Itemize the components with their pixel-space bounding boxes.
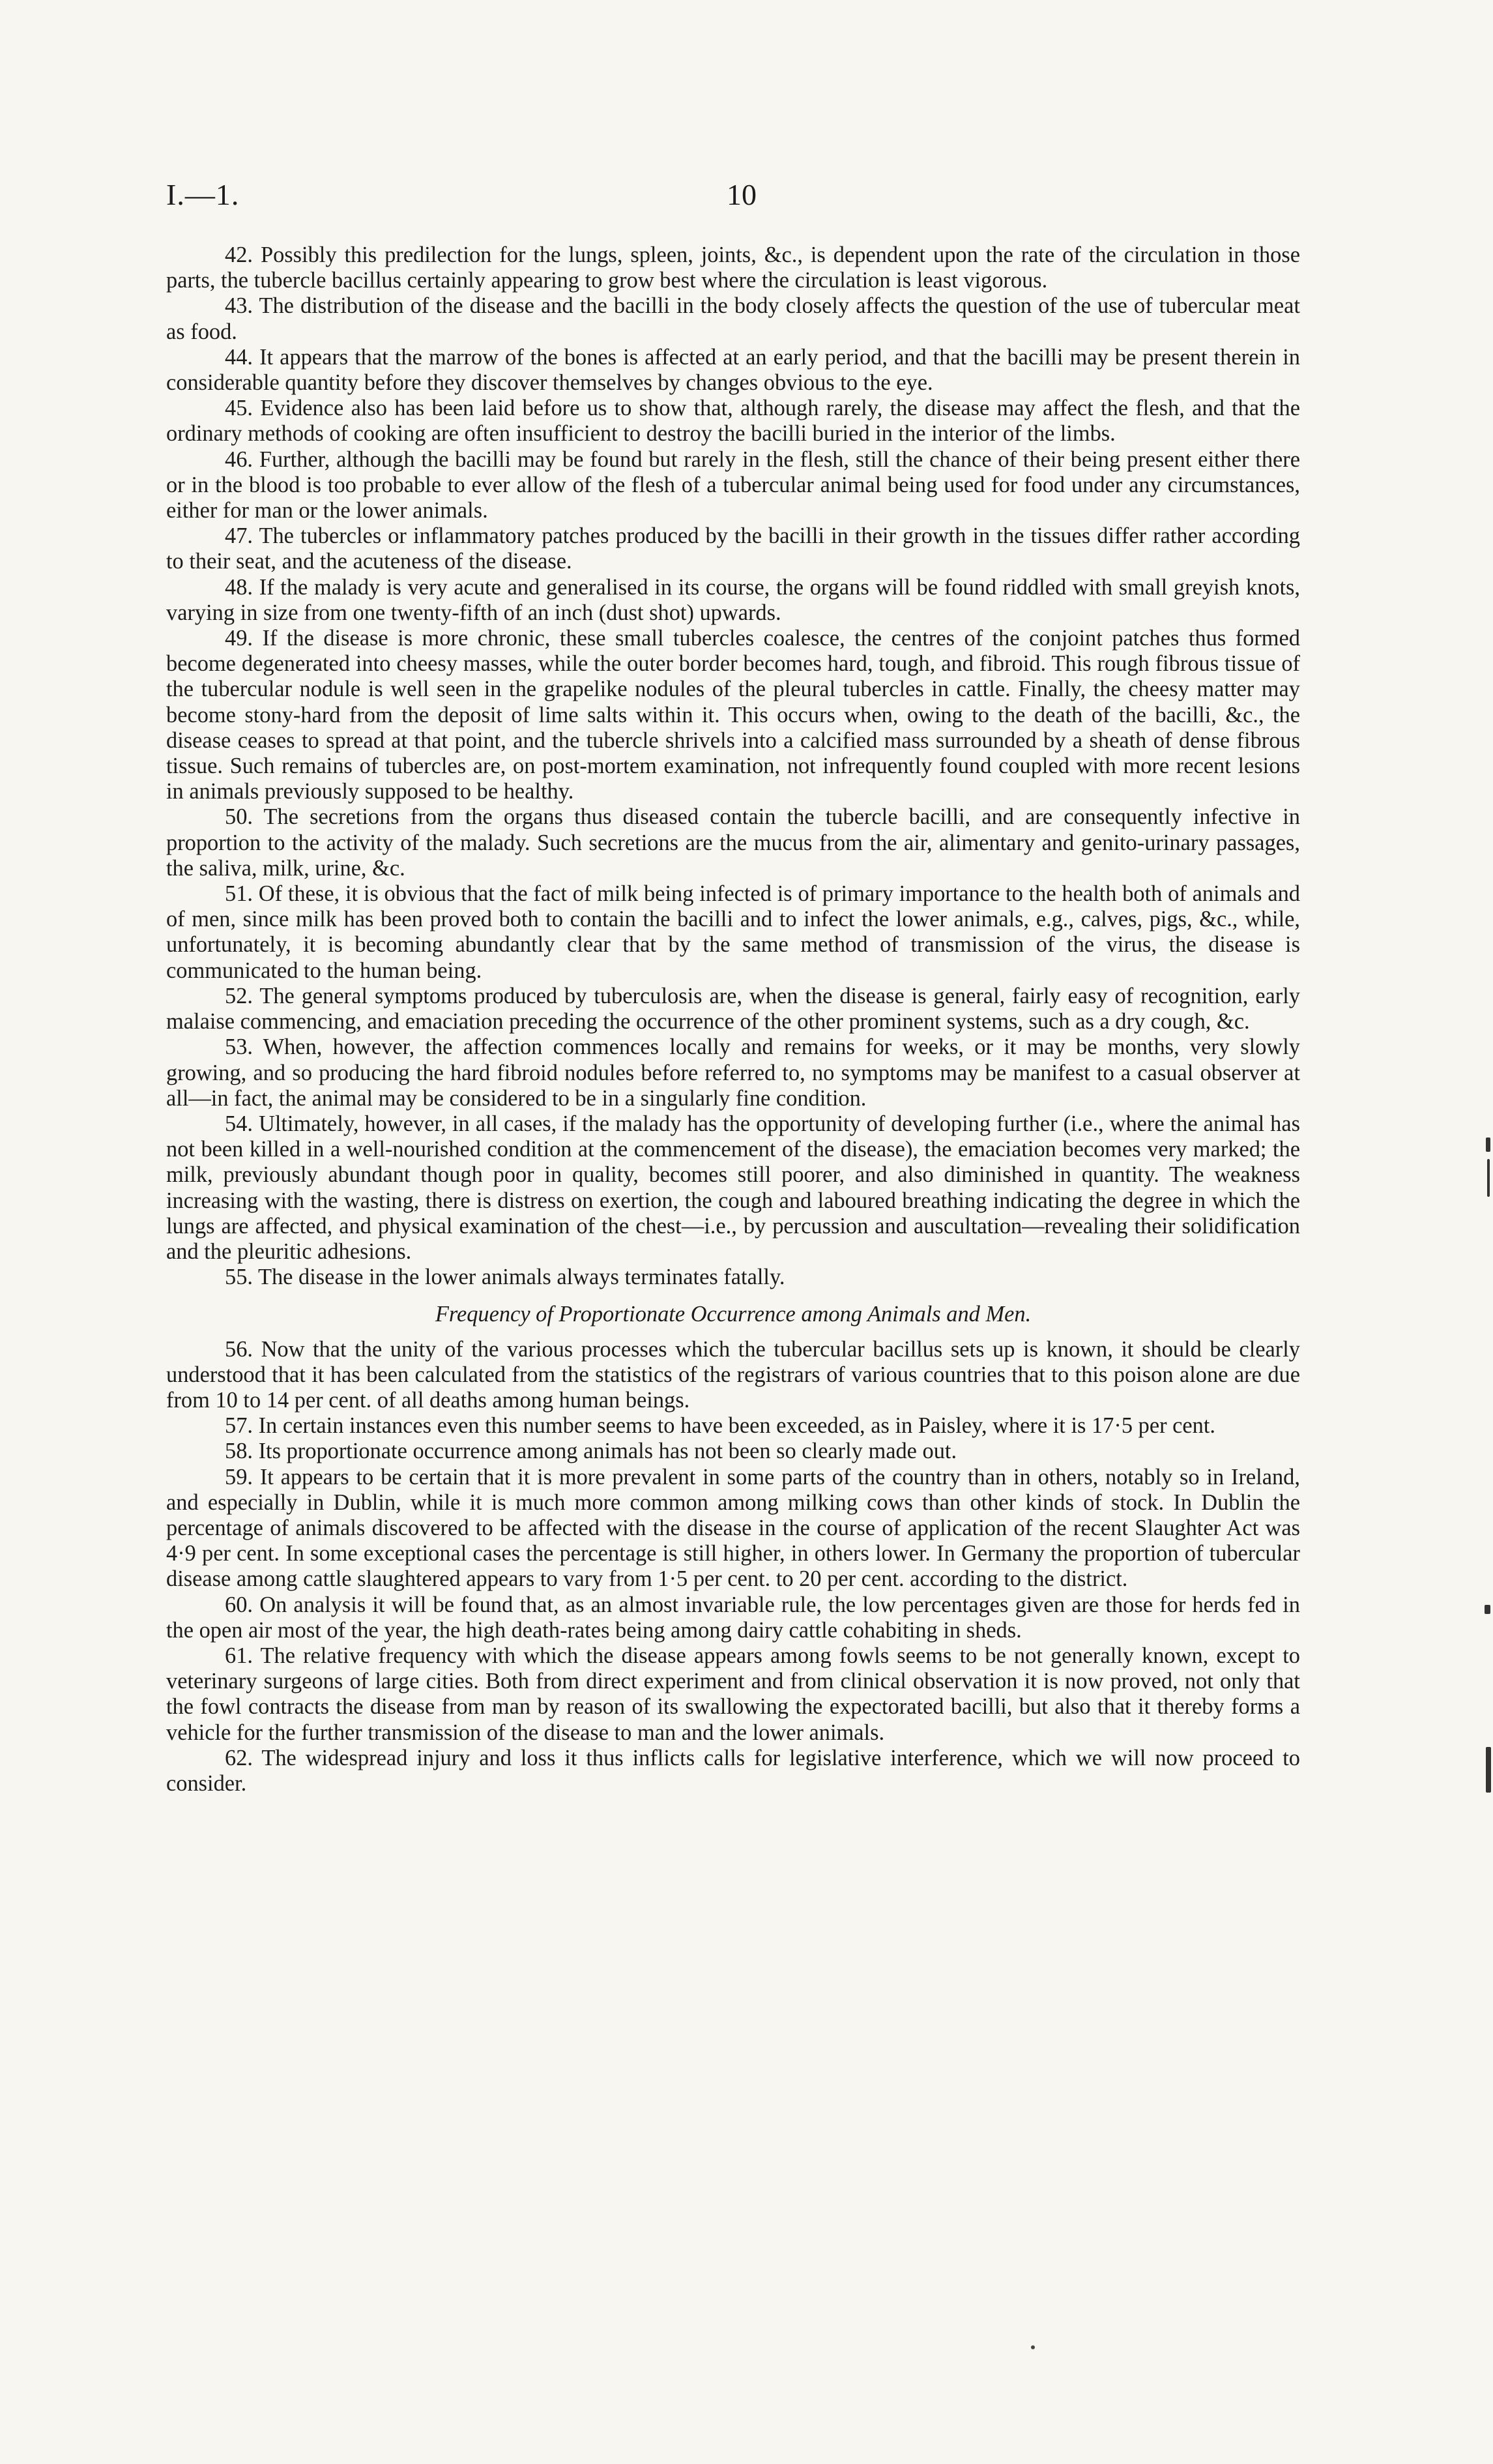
paragraph-number: 60. bbox=[225, 1592, 253, 1617]
paragraph bbox=[166, 345, 1300, 396]
scan-edge-mark bbox=[1485, 1605, 1490, 1614]
paragraph-group-a bbox=[166, 242, 1300, 1290]
paragraph-number: 54. bbox=[225, 1111, 253, 1136]
paragraph-number: 47. bbox=[225, 523, 253, 549]
paragraph-text: The relative frequency with which the disease appears among fowls seems to be not generally known, except to veterinary surgeons of large cities. Both from direct experiment and from clinical observation it is now proved, not only that the fowl contracts the disease from man by reason of its swallowing the expectorated bacilli, but also that it thereby forms a vehicle for the further transmission of the disease to man and the lower animals. bbox=[166, 1643, 1300, 1745]
paragraph-number: 59. bbox=[225, 1464, 253, 1489]
paragraph-text: The disease in the lower animals always terminates fatally. bbox=[257, 1265, 785, 1290]
paragraph-text: Now that the unity of the various processes which the tubercular bacillus sets up is known, it should be clearly understood that it has been calculated from the statistics of the registrars of various countries that to this poison alone are due from 10 to 14 per cent. of all deaths among human beings. bbox=[166, 1336, 1300, 1413]
paragraph-number: 46. bbox=[225, 447, 253, 472]
paragraph-number: 51. bbox=[225, 881, 253, 907]
paragraph-number: 44. bbox=[225, 344, 253, 370]
paragraph-number: 42. bbox=[225, 242, 253, 267]
scan-edge-mark bbox=[1486, 1137, 1490, 1152]
page-header bbox=[166, 177, 1300, 216]
paragraph bbox=[166, 1413, 1300, 1439]
paragraph-text: It appears that the marrow of the bones is affected at an early period, and that the bacilli may be present therein in considerable quantity before they discover themselves by changes obvious to the eye. bbox=[166, 344, 1300, 396]
paragraph-number: 53. bbox=[225, 1034, 253, 1060]
paragraph-number: 58. bbox=[225, 1439, 253, 1464]
scan-edge-mark bbox=[1487, 1159, 1490, 1197]
paragraph-text: Ultimately, however, in all cases, if the malady has the opportunity of developing further (i.e., where the animal has not been killed in a well-nourished condition at the commencement of the disease), the emaciation becomes very marked; the milk, previously abundant though poor in quality, becomes still poorer, and also diminished in quantity. The weakness increasing with the wasting, there is distress on exertion, the cough and laboured breathing indicating the degree in which the lungs are affected, and physical examination of the chest—i.e., by percussion and auscultation—revealing their solidification and the pleuritic adhesions. bbox=[166, 1111, 1300, 1264]
paragraph-text: The secretions from the organs thus diseased contain the tubercle bacilli, and are consequently infective in proportion to the activity of the malady. Such secretions are the mucus from the air, alimentary and genito-urinary passages, the saliva, milk, urine, &c. bbox=[166, 804, 1301, 881]
paragraph-number: 56. bbox=[225, 1336, 253, 1362]
paragraph-text: The general symptoms produced by tuberculosis are, when the disease is general, fairly easy of recognition, early malaise commencing, and emaciation preceding the occurrence of the other prominent systems, such as a dry cough, &c. bbox=[166, 983, 1301, 1034]
paragraph-number: 50. bbox=[225, 804, 253, 830]
document-reference: I.—1. bbox=[166, 178, 240, 211]
paragraph-text: Further, although the bacilli may be found but rarely in the flesh, still the chance of their being present either there or in the blood is too probable to ever allow of the flesh of a tubercular animal being used for food under any circumstances, either for man or the lower animals. bbox=[166, 447, 1300, 523]
paragraph-text: Of these, it is obvious that the fact of milk being infected is of primary importance to the health both of animals and of men, since milk has been proved both to contain the bacilli and to infect the lower animals, e.g., calves, pigs, &c., while, unfortunately, it is becoming abundantly clear that by the same method of transmission of the virus, the disease is communicated to the human being. bbox=[166, 881, 1300, 983]
paragraph bbox=[166, 626, 1300, 804]
paragraph bbox=[166, 523, 1300, 574]
paragraph-text: In certain instances even this number seems to have been exceeded, as in Paisley, where it is 17·5 per cent. bbox=[258, 1413, 1216, 1439]
paragraph bbox=[166, 984, 1300, 1034]
paragraph-number: 49. bbox=[225, 626, 253, 651]
paragraph-number: 62. bbox=[225, 1745, 253, 1770]
paragraph bbox=[166, 1592, 1300, 1643]
paragraph-number: 55. bbox=[225, 1265, 253, 1290]
paragraph bbox=[166, 575, 1300, 626]
paragraph bbox=[166, 881, 1300, 984]
paragraph bbox=[166, 1465, 1300, 1592]
paragraph-number: 48. bbox=[225, 574, 253, 600]
paragraph-text: Possibly this predilection for the lungs, spleen, joints, &c., is dependent upon the rate of the circulation in those parts, the tubercle bacillus certainly appearing to grow best where the circulation is least vigorous. bbox=[166, 242, 1300, 293]
section-heading: Frequency of Proportionate Occurrence among Animals and Men. bbox=[435, 1302, 1032, 1327]
paragraph bbox=[166, 447, 1300, 524]
paragraph-number: 45. bbox=[225, 396, 253, 421]
paragraph bbox=[166, 293, 1300, 344]
paragraph bbox=[166, 804, 1300, 881]
paragraph bbox=[166, 242, 1300, 293]
paragraph-text: If the malady is very acute and generalised in its course, the organs will be found riddled with small greyish knots, varying in size from one twenty-fifth of an inch (dust shot) upwards. bbox=[166, 574, 1300, 625]
paragraph-text: On analysis it will be found that, as an almost invariable rule, the low percentages given are those for herds fed in the open air most of the year, the high death-rates being among dairy cattle cohabiting in sheds. bbox=[166, 1592, 1300, 1643]
paragraph-text: Evidence also has been laid before us to show that, although rarely, the disease may affect the flesh, and that the ordinary methods of cooking are often insufficient to destroy the bacilli buried in the interior of the limbs. bbox=[166, 396, 1300, 447]
paragraph-text: When, however, the affection commences locally and remains for weeks, or it may be months, very slowly growing, and so producing the hard fibroid nodules before referred to, no symptoms may be manifest to a casual observer at all—in fact, the animal may be considered to be in a singularly fine condition. bbox=[166, 1034, 1300, 1111]
paragraph bbox=[166, 1034, 1300, 1111]
paragraph-number: 61. bbox=[225, 1643, 253, 1668]
scan-edge-mark bbox=[1486, 1747, 1491, 1793]
paragraph-number: 52. bbox=[225, 983, 253, 1008]
scan-speck bbox=[1031, 2345, 1035, 2349]
paragraph bbox=[166, 1111, 1300, 1265]
paragraph-text: The tubercles or inflammatory patches produced by the bacilli in their growth in the tissues differ rather according to their seat, and the acuteness of the disease. bbox=[166, 523, 1300, 574]
paragraph-text: The widespread injury and loss it thus inflicts calls for legislative interference, which we will now proceed to consider. bbox=[166, 1745, 1300, 1796]
paragraph-text: If the disease is more chronic, these small tubercles coalesce, the centres of the conjoint patches thus formed become degenerated into cheesy masses, while the outer border becomes hard, tough, and fibroid. This rough fibrous tissue of the tubercular nodule is well seen in the grapelike nodules of the pleural tubercles in cattle. Finally, the cheesy matter may become stony-hard from the deposit of lime salts within it. This occurs when, owing to the death of the bacilli, &c., the disease ceases to spread at that point, and the tubercle shrivels into a calcified mass surrounded by a sheath of dense fibrous tissue. Such remains of tubercles are, on post-mortem examination, not infrequently found coupled with more recent lesions in animals previously supposed to be healthy. bbox=[166, 626, 1300, 804]
paragraph-text: It appears to be certain that it is more prevalent in some parts of the country than in others, notably so in Ireland, and especially in Dublin, while it is much more common among milking cows than other kinds of stock. In Dublin the percentage of animals discovered to be affected with the disease in the course of application of the recent Slaughter Act was 4·9 per cent. In some exceptional cases the percentage is still higher, in others lower. In Germany the proportion of tubercular disease among cattle slaughtered appears to vary from 1·5 per cent. to 20 per cent. according to the district. bbox=[166, 1464, 1300, 1592]
document-body bbox=[166, 242, 1300, 1797]
paragraph-number: 57. bbox=[225, 1413, 253, 1439]
paragraph bbox=[166, 1643, 1300, 1746]
paragraph bbox=[166, 1265, 1300, 1290]
paragraph bbox=[166, 1439, 1300, 1464]
paragraph-text: Its proportionate occurrence among animals has not been so clearly made out. bbox=[258, 1439, 957, 1464]
paragraph bbox=[166, 1337, 1300, 1414]
paragraph-text: The distribution of the disease and the bacilli in the body closely affects the question of the use of tubercular meat as food. bbox=[166, 293, 1300, 344]
paragraph-group-b bbox=[166, 1337, 1300, 1797]
paragraph bbox=[166, 1746, 1300, 1797]
page-number: 10 bbox=[727, 178, 757, 211]
paragraph bbox=[166, 396, 1300, 447]
paragraph-number: 43. bbox=[225, 293, 253, 319]
